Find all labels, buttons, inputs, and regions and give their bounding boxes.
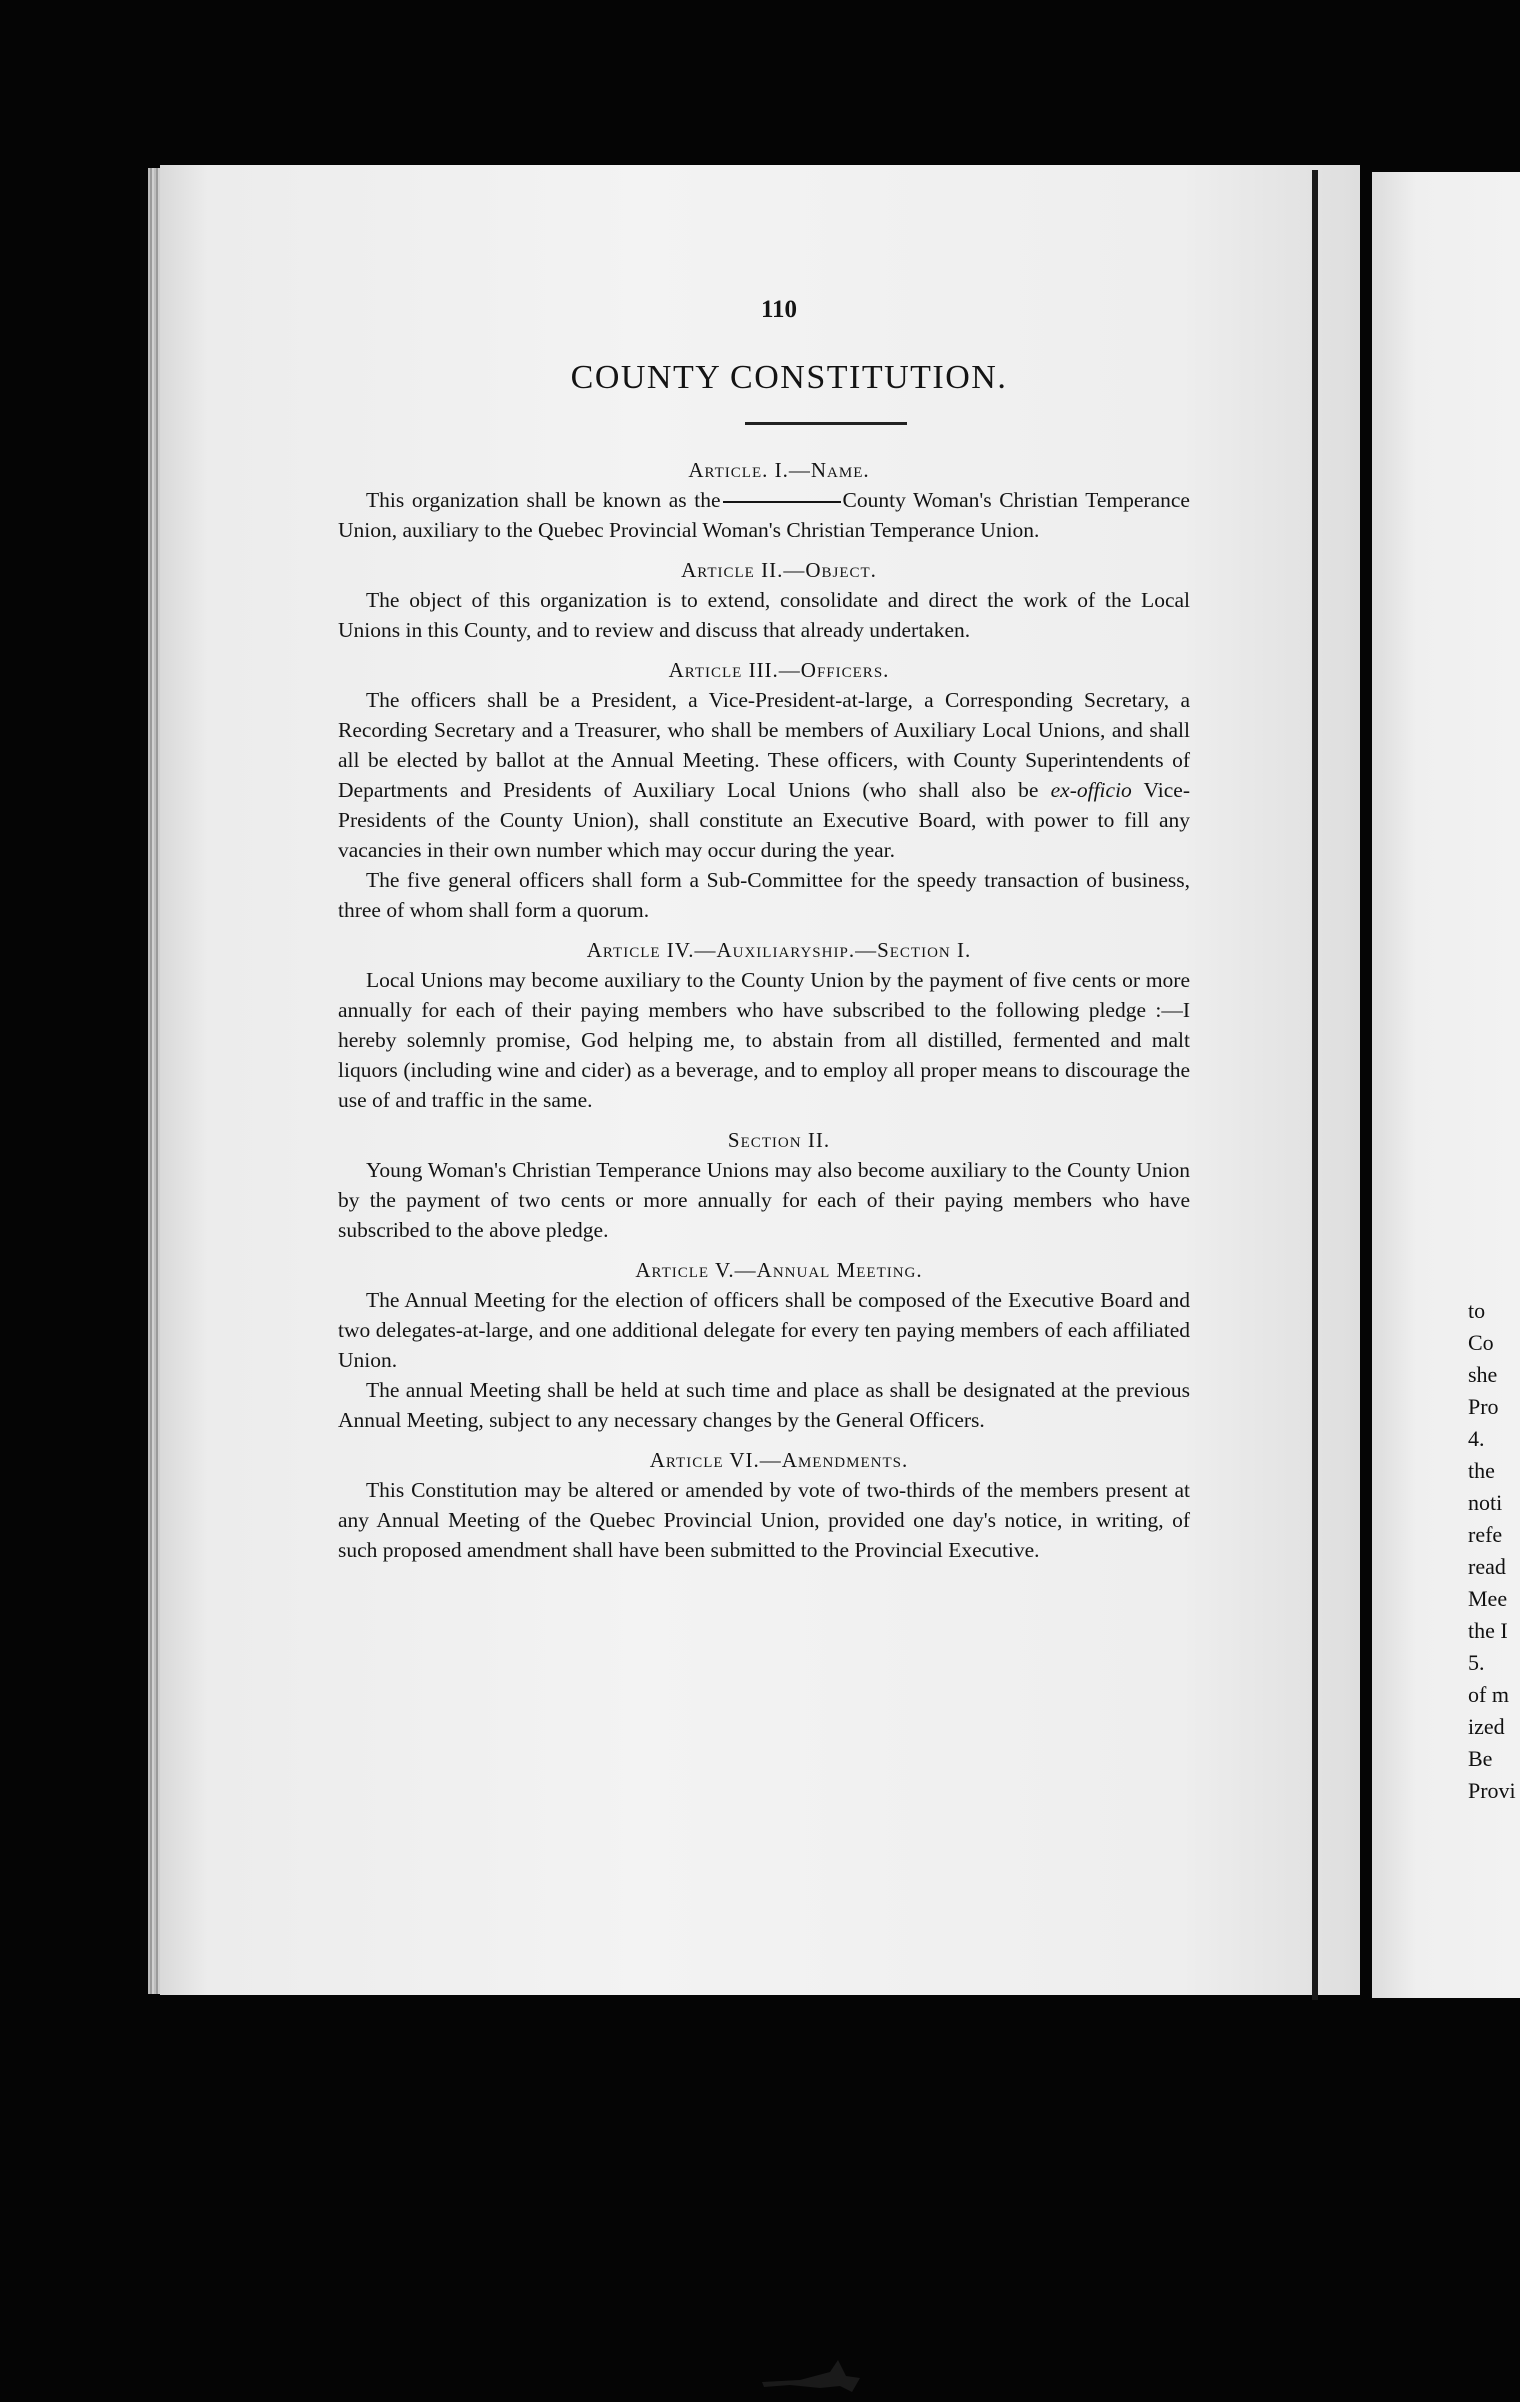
article-1-heading: Article. I.—Name. — [688, 458, 870, 482]
facing-line: she — [1468, 1362, 1498, 1387]
title-rule — [745, 422, 907, 425]
section-2-heading: Section II. — [727, 1128, 831, 1152]
page-number: 110 — [760, 296, 798, 323]
page-content — [338, 290, 1190, 1565]
facing-line: Mee — [1468, 1586, 1508, 1611]
facing-line: 4. — [1468, 1426, 1485, 1451]
article-6-heading: Article VI.—Amendments. — [649, 1448, 909, 1472]
article-3-heading: Article III.—Officers. — [668, 658, 890, 682]
article-5-meeting-text: The annual Meeting shall be held at such time and place as shall be designated at the previous Annual Meeting, subject to any necessary changes by the General Officers. — [338, 1378, 1190, 1432]
facing-line: refe — [1468, 1522, 1503, 1547]
article-6-text: This Constitution may be altered or amended by vote of two-thirds of the members present at any Annual Meeting of the Quebec Provincial Union, provided one day's notice, in writing, of such proposed amendment shall have been submitted to the Provincial Executive. — [338, 1478, 1190, 1562]
facing-line: noti — [1468, 1490, 1503, 1515]
facing-line: 5. — [1468, 1650, 1485, 1675]
article-4-heading: Article IV.—Auxiliaryship.—Section I. — [586, 938, 972, 962]
book-gutter — [1312, 170, 1318, 2000]
article-2-text: The object of this organization is to extend, consolidate and direct the work of the Local Unions in this County, and to review and discuss that already undertaken. — [338, 588, 1190, 642]
article-1-text: This organization shall be known as the County Woman's Christian Temperance Union, auxiliary to the Quebec Provincial Woman's Christian Temperance Union. — [338, 488, 1190, 542]
facing-line: the I — [1468, 1618, 1508, 1643]
article-5-heading: Article V.—Annual Meeting. — [635, 1258, 923, 1282]
facing-line: Be — [1468, 1746, 1493, 1771]
facing-line: Co — [1468, 1330, 1494, 1355]
article-3-text: The officers shall be a President, a Vice-President-at-large, a Corresponding Secretary, a Recording Secretary and a Treasurer, who shall be members of Auxiliary Local Unions, and shall all be elected by ballot at the Annual Meeting. These officers, with County Superintendents of Departments and Presidents of Auxiliary Local Unions (who shall also be ex-officio Vice-Presidents of the County Union), shall constitute an Executive Board, with power to fill any vacancies in their own number which may occur during the year. — [338, 688, 1191, 862]
article-3-subcommittee-text: The five general officers shall form a Sub-Committee for the speedy transaction of business, three of whom shall form a quorum. — [338, 868, 1190, 922]
ink-smudge — [760, 2352, 870, 2402]
facing-page-text — [1468, 1295, 1520, 1807]
name-blank — [723, 501, 841, 503]
facing-line: read — [1468, 1554, 1506, 1579]
facing-line: to — [1468, 1298, 1486, 1323]
facing-line: Provi — [1468, 1778, 1516, 1803]
facing-line: the — [1468, 1458, 1495, 1483]
section-2-text: Young Woman's Christian Temperance Unions may also become auxiliary to the County Union by the payment of two cents or more annually for each of their paying members who have subscribed to the above pledge. — [338, 1158, 1190, 1242]
facing-line: ized — [1468, 1714, 1505, 1739]
article-4-text: Local Unions may become auxiliary to the County Union by the payment of five cents or more annually for each of their paying members who have subscribed to the following pledge :—I hereby solemnly promise, God helping me, to abstain from all distilled, fermented and malt liquors (including wine and cider) as a beverage, and to employ all proper means to discourage the use of and traffic in the same. — [338, 968, 1190, 1112]
article-2-heading: Article II.—Object. — [681, 558, 877, 582]
facing-line: Pro — [1468, 1394, 1499, 1419]
facing-line: of m — [1468, 1682, 1509, 1707]
page-title: COUNTY CONSTITUTION. — [570, 359, 1008, 396]
article-5-text: The Annual Meeting for the election of officers shall be composed of the Executive Board and two delegates-at-large, and one additional delegate for every ten paying members of each affiliated Union. — [338, 1288, 1190, 1372]
